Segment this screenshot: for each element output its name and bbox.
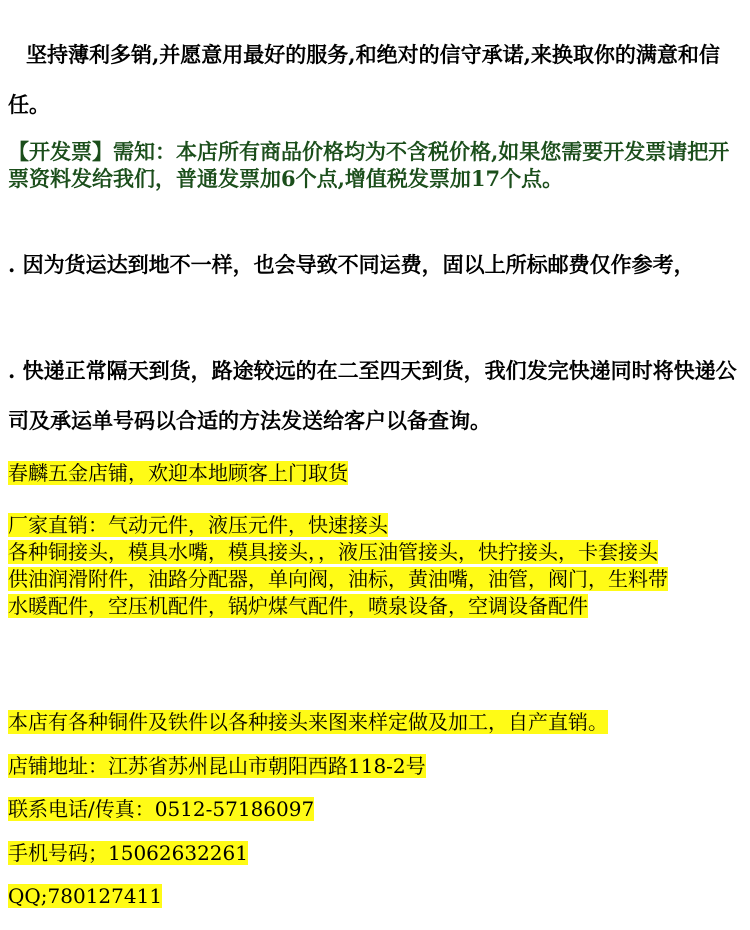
qq-line — [8, 882, 742, 910]
contact-phone-text: 联系电话/传真：0512-57186097 — [8, 797, 315, 821]
mobile-number-line — [8, 839, 742, 867]
store-address-text: 店铺地址：江苏省苏州昆山市朝阳西路118-2号 — [8, 754, 426, 778]
store-address-line — [8, 752, 742, 780]
product-list — [8, 512, 742, 620]
product-line-text: 水暖配件，空压机配件，锅炉煤气配件，喷泉设备，空调设备配件 — [8, 594, 588, 618]
mobile-number-text: 手机号码；15062632261 — [8, 841, 248, 865]
custom-manufacturing-line — [8, 708, 742, 736]
product-line — [8, 593, 742, 620]
product-line-text: 供油润滑附件，油路分配器，单向阀，油标，黄油嘴，油管，阀门，生料带 — [8, 567, 668, 591]
freight-note: . 因为货运达到地不一样，也会导致不同运费，固以上所标邮费仅作参考， — [8, 252, 695, 277]
custom-manufacturing-text: 本店有各种铜件及铁件以各种接头来图来样定做及加工，自产直销。 — [8, 710, 608, 734]
qq-text: QQ;780127411 — [8, 884, 163, 908]
express-note: . 快递正常隔天到货，路途较远的在二至四天到货，我们发完快递同时将快递公司及承运单号码以合适的方法发送给客户以备查询。 — [8, 358, 737, 433]
intro-paragraph: 坚持薄利多销,并愿意用最好的服务,和绝对的信守承诺,来换取你的满意和信任。 — [8, 42, 720, 117]
product-line-text: 各种铜接头，模具水嘴，模具接头，，液压油管接头，快拧接头，卡套接头 — [8, 540, 658, 564]
product-line — [8, 539, 742, 566]
store-name-line — [8, 459, 742, 487]
product-line — [8, 512, 742, 539]
product-line-text: 厂家直销：气动元件，液压元件，快速接头 — [8, 513, 388, 537]
store-name-text: 春麟五金店铺，欢迎本地顾客上门取货 — [8, 461, 348, 485]
contact-phone-line — [8, 795, 742, 823]
product-line — [8, 566, 742, 593]
invoice-notice: 【开发票】需知：本店所有商品价格均为不含税价格,如果您需要开发票请把开票资料发给我们，普通发票加6个点,增值税发票加17个点。 — [8, 139, 730, 191]
